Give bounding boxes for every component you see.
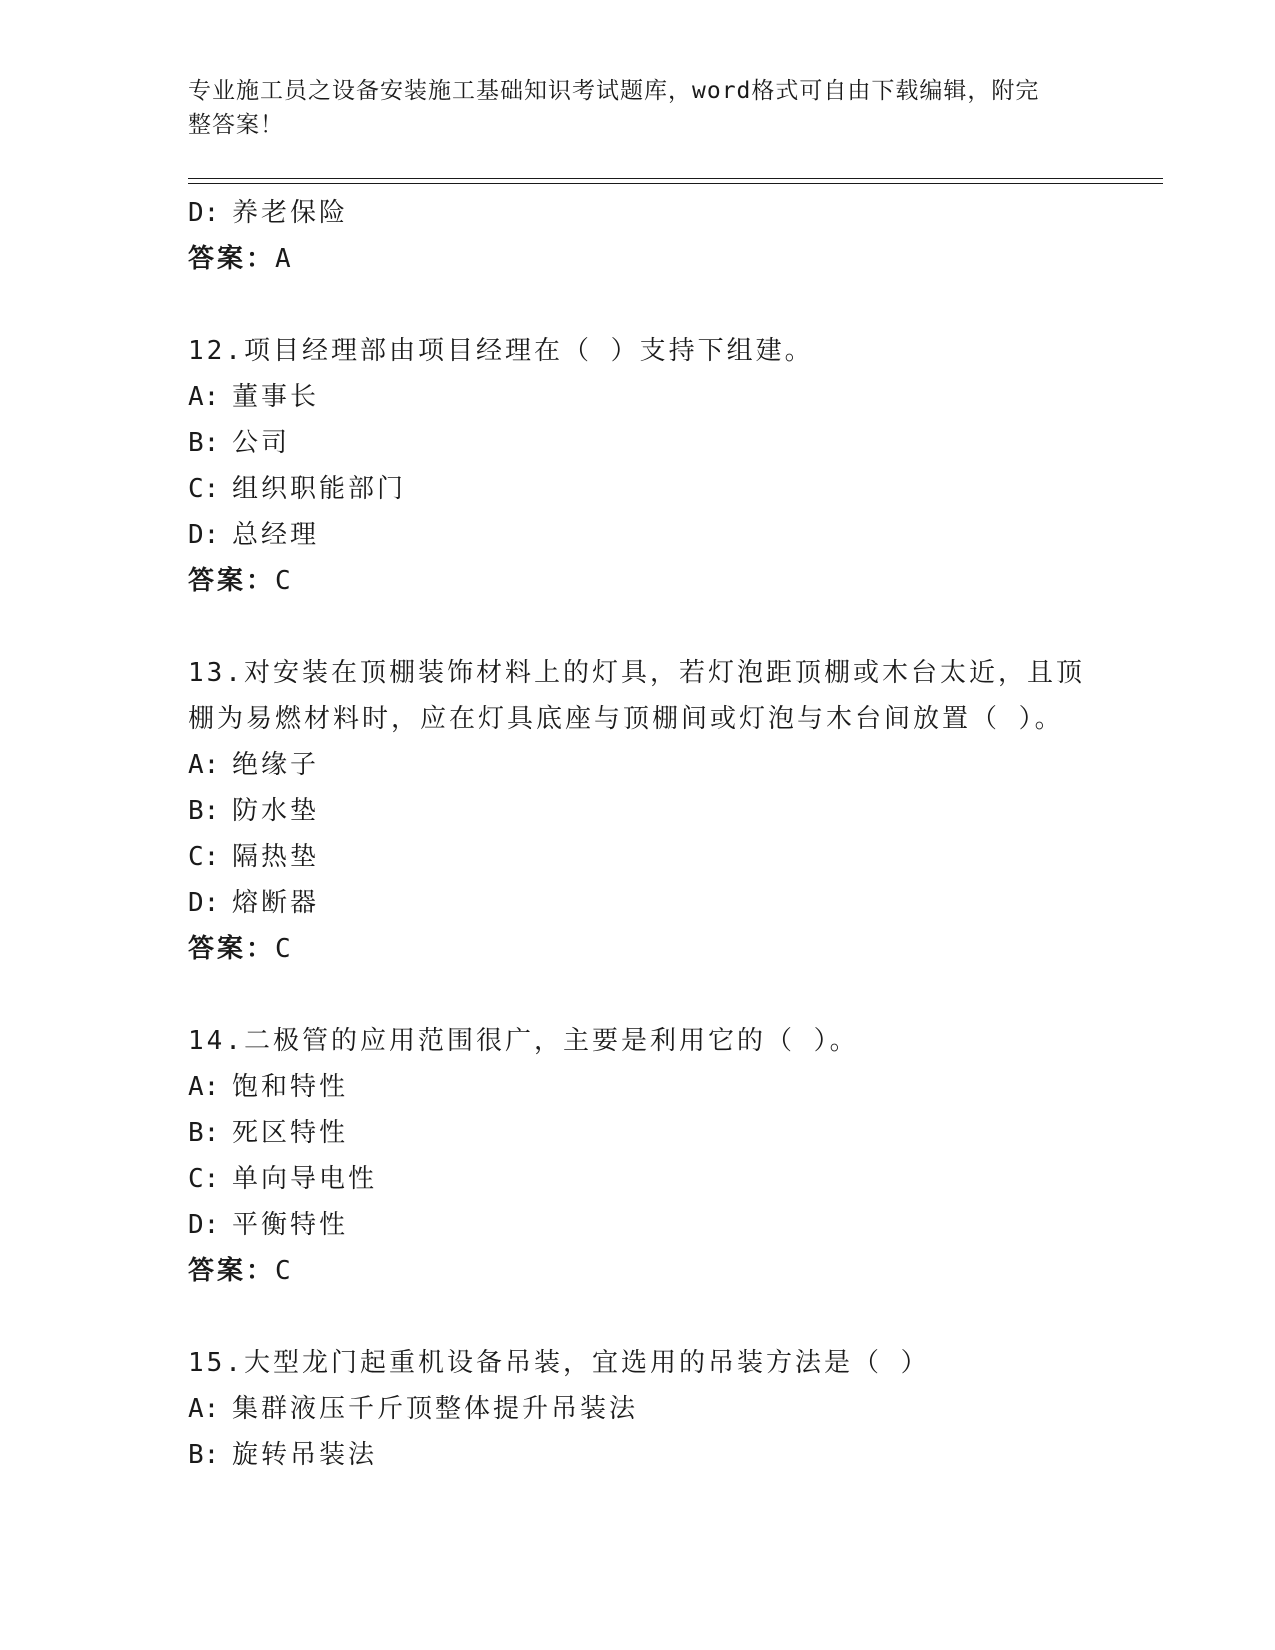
answer-line xyxy=(188,236,1088,282)
option-b xyxy=(188,788,1088,834)
question-15-stem xyxy=(188,1340,1088,1386)
question-14-stem xyxy=(188,1018,1088,1064)
option-b xyxy=(188,1432,1088,1478)
header-divider-bottom xyxy=(188,183,1163,184)
option-label: C: xyxy=(188,842,220,872)
option-text: 公司 xyxy=(232,428,291,458)
header-divider-top xyxy=(188,178,1163,179)
option-label: C: xyxy=(188,1164,220,1194)
header-line-1: 专业施工员之设备安装施工基础知识考试题库，word格式可自由下载编辑，附完 xyxy=(188,78,1040,104)
option-label: B: xyxy=(188,796,220,826)
option-text: 养老保险 xyxy=(232,198,349,228)
option-text: 隔热垫 xyxy=(232,842,320,872)
option-label: A: xyxy=(188,1394,220,1424)
option-a xyxy=(188,742,1088,788)
spacer xyxy=(188,604,1088,650)
option-a xyxy=(188,1386,1088,1432)
option-d xyxy=(188,190,1088,236)
option-c xyxy=(188,466,1088,512)
answer-value: C xyxy=(275,934,294,964)
option-label: D: xyxy=(188,888,220,918)
answer-value: C xyxy=(275,1256,294,1286)
option-label: B: xyxy=(188,1440,220,1470)
option-label: B: xyxy=(188,1118,220,1148)
option-text: 董事长 xyxy=(232,382,320,412)
option-label: C: xyxy=(188,474,220,504)
option-a xyxy=(188,374,1088,420)
option-d xyxy=(188,512,1088,558)
option-text: 旋转吊装法 xyxy=(232,1440,378,1470)
option-text: 组织职能部门 xyxy=(232,474,407,504)
question-13-stem xyxy=(188,650,1088,742)
question-line: 棚为易燃材料时，应在灯具底座与顶棚间或灯泡与木台间放置（ ）。 xyxy=(188,704,1064,734)
answer-label: 答案： xyxy=(188,934,276,964)
option-label: D: xyxy=(188,520,220,550)
option-text: 集群液压千斤顶整体提升吊装法 xyxy=(232,1394,639,1424)
question-content xyxy=(188,190,1088,1478)
question-line: 14.二极管的应用范围很广，主要是利用它的（ ）。 xyxy=(188,1026,859,1056)
spacer xyxy=(188,1294,1088,1340)
answer-value: A xyxy=(275,244,294,274)
answer-label: 答案： xyxy=(188,566,276,596)
option-text: 防水垫 xyxy=(232,796,320,826)
answer-line xyxy=(188,558,1088,604)
option-c xyxy=(188,834,1088,880)
question-line: 15.大型龙门起重机设备吊装，宜选用的吊装方法是（ ） xyxy=(188,1348,930,1378)
answer-value: C xyxy=(275,566,294,596)
option-text: 单向导电性 xyxy=(232,1164,378,1194)
option-a xyxy=(188,1064,1088,1110)
option-label: D: xyxy=(188,1210,220,1240)
answer-label: 答案： xyxy=(188,244,276,274)
answer-line xyxy=(188,926,1088,972)
option-label: A: xyxy=(188,382,220,412)
option-label: B: xyxy=(188,428,220,458)
document-header xyxy=(188,74,1068,142)
question-line: 13.对安装在顶棚装饰材料上的灯具，若灯泡距顶棚或木台太近，且顶 xyxy=(188,658,1085,688)
question-12-stem xyxy=(188,328,1088,374)
option-b xyxy=(188,420,1088,466)
spacer xyxy=(188,972,1088,1018)
option-d xyxy=(188,1202,1088,1248)
option-label: D: xyxy=(188,198,220,228)
option-text: 平衡特性 xyxy=(232,1210,349,1240)
header-line-2: 整答案！ xyxy=(188,112,284,138)
option-label: A: xyxy=(188,1072,220,1102)
option-text: 绝缘子 xyxy=(232,750,320,780)
option-text: 熔断器 xyxy=(232,888,320,918)
answer-label: 答案： xyxy=(188,1256,276,1286)
question-line: 12.项目经理部由项目经理在（ ）支持下组建。 xyxy=(188,336,814,366)
option-label: A: xyxy=(188,750,220,780)
option-text: 死区特性 xyxy=(232,1118,349,1148)
answer-line xyxy=(188,1248,1088,1294)
option-d xyxy=(188,880,1088,926)
option-text: 饱和特性 xyxy=(232,1072,349,1102)
option-text: 总经理 xyxy=(232,520,320,550)
option-b xyxy=(188,1110,1088,1156)
option-c xyxy=(188,1156,1088,1202)
spacer xyxy=(188,282,1088,328)
